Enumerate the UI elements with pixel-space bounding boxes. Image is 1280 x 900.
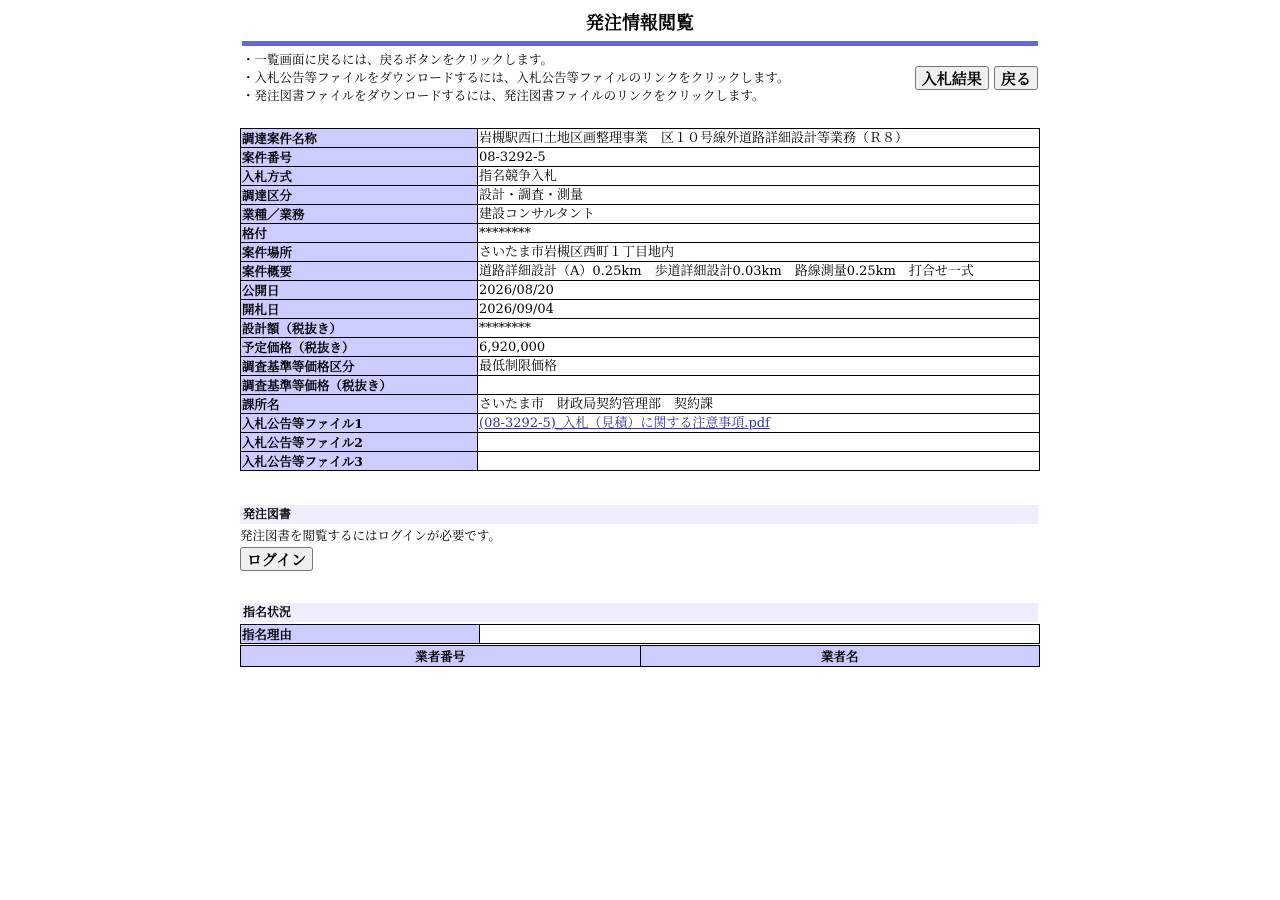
table-row [241, 319, 1040, 338]
field-value [478, 452, 1040, 471]
field-value: 道路詳細設計（A）0.25km 歩道詳細設計0.03km 路線測量0.25km 打合せ一式 [478, 262, 1040, 281]
table-row [241, 338, 1040, 357]
field-label: 案件番号 [241, 148, 478, 167]
field-value: 08-3292-5 [478, 148, 1040, 167]
field-label: 格付 [241, 224, 478, 243]
intro-section [240, 46, 1040, 128]
table-row [241, 414, 1040, 433]
field-label: 予定価格（税抜き） [241, 338, 478, 357]
table-row [241, 281, 1040, 300]
instructions [242, 51, 789, 105]
nomination-reason-label: 指名理由 [241, 625, 480, 644]
field-value: 2026/09/04 [478, 300, 1040, 319]
table-row [241, 300, 1040, 319]
table-row [241, 186, 1040, 205]
field-label: 調査基準等価格区分 [241, 357, 478, 376]
table-row [241, 625, 1040, 644]
back-button[interactable]: 戻る [994, 66, 1038, 90]
field-value [478, 376, 1040, 395]
field-label: 入札公告等ファイル3 [241, 452, 478, 471]
field-value: さいたま市 財政局契約管理部 契約課 [478, 395, 1040, 414]
login-button[interactable]: ログイン [240, 547, 313, 571]
field-value: ******** [478, 224, 1040, 243]
table-row [241, 433, 1040, 452]
table-row [241, 205, 1040, 224]
nomination-heading: 指名状況 [240, 603, 1038, 622]
table-row [241, 167, 1040, 186]
table-row [241, 148, 1040, 167]
table-row [241, 129, 1040, 148]
field-value: 6,920,000 [478, 338, 1040, 357]
table-row [241, 262, 1040, 281]
table-row [241, 243, 1040, 262]
nomination-reason-table [240, 624, 1040, 644]
table-row [241, 452, 1040, 471]
field-label: 設計額（税抜き） [241, 319, 478, 338]
field-label: 調達区分 [241, 186, 478, 205]
order-docs-heading: 発注図書 [240, 505, 1038, 524]
field-value: 建設コンサルタント [478, 205, 1040, 224]
instruction-line: ・入札公告等ファイルをダウンロードするには、入札公告等ファイルのリンクをクリックします。 [242, 70, 790, 85]
login-required-notice: 発注図書を閲覧するにはログインが必要です。 [240, 528, 501, 543]
nomination-reason-value [480, 625, 1040, 644]
table-header-row [241, 646, 1040, 667]
column-header-vendor-number: 業者番号 [241, 646, 641, 667]
field-value: さいたま市岩槻区西町１丁目地内 [478, 243, 1040, 262]
field-value: 岩槻駅西口土地区画整理事業 区１０号線外道路詳細設計等業務（Ｒ８） [478, 129, 1040, 148]
table-row [241, 357, 1040, 376]
file-download-link[interactable]: (08-3292-5)_入札（見積）に関する注意事項.pdf [479, 415, 770, 431]
field-value: 最低制限価格 [478, 357, 1040, 376]
field-label: 調査基準等価格（税抜き） [241, 376, 478, 395]
field-label: 業種／業務 [241, 205, 478, 224]
field-value [478, 414, 1040, 433]
field-label: 入札公告等ファイル1 [241, 414, 478, 433]
instruction-line: ・一覧画面に戻るには、戻るボタンをクリックします。 [242, 52, 554, 67]
field-value: 2026/08/20 [478, 281, 1040, 300]
field-label: 案件場所 [241, 243, 478, 262]
instruction-line: ・発注図書ファイルをダウンロードするには、発注図書ファイルのリンクをクリックします。 [242, 88, 765, 103]
details-table [240, 128, 1040, 471]
table-row [241, 224, 1040, 243]
field-label: 入札公告等ファイル2 [241, 433, 478, 452]
page-title: 発注情報閲覧 [586, 13, 694, 34]
column-header-vendor-name: 業者名 [640, 646, 1040, 667]
table-row [241, 376, 1040, 395]
field-label: 入札方式 [241, 167, 478, 186]
bid-results-button[interactable]: 入札結果 [915, 66, 989, 90]
field-label: 開札日 [241, 300, 478, 319]
vendors-table [240, 645, 1040, 667]
field-label: 公開日 [241, 281, 478, 300]
field-value [478, 433, 1040, 452]
field-value: ******** [478, 319, 1040, 338]
page-container [240, 0, 1040, 667]
field-label: 調達案件名称 [241, 129, 478, 148]
field-label: 課所名 [241, 395, 478, 414]
field-value: 指名競争入札 [478, 167, 1040, 186]
field-label: 案件概要 [241, 262, 478, 281]
top-buttons [915, 66, 1038, 90]
field-value: 設計・調査・測量 [478, 186, 1040, 205]
table-row [241, 395, 1040, 414]
